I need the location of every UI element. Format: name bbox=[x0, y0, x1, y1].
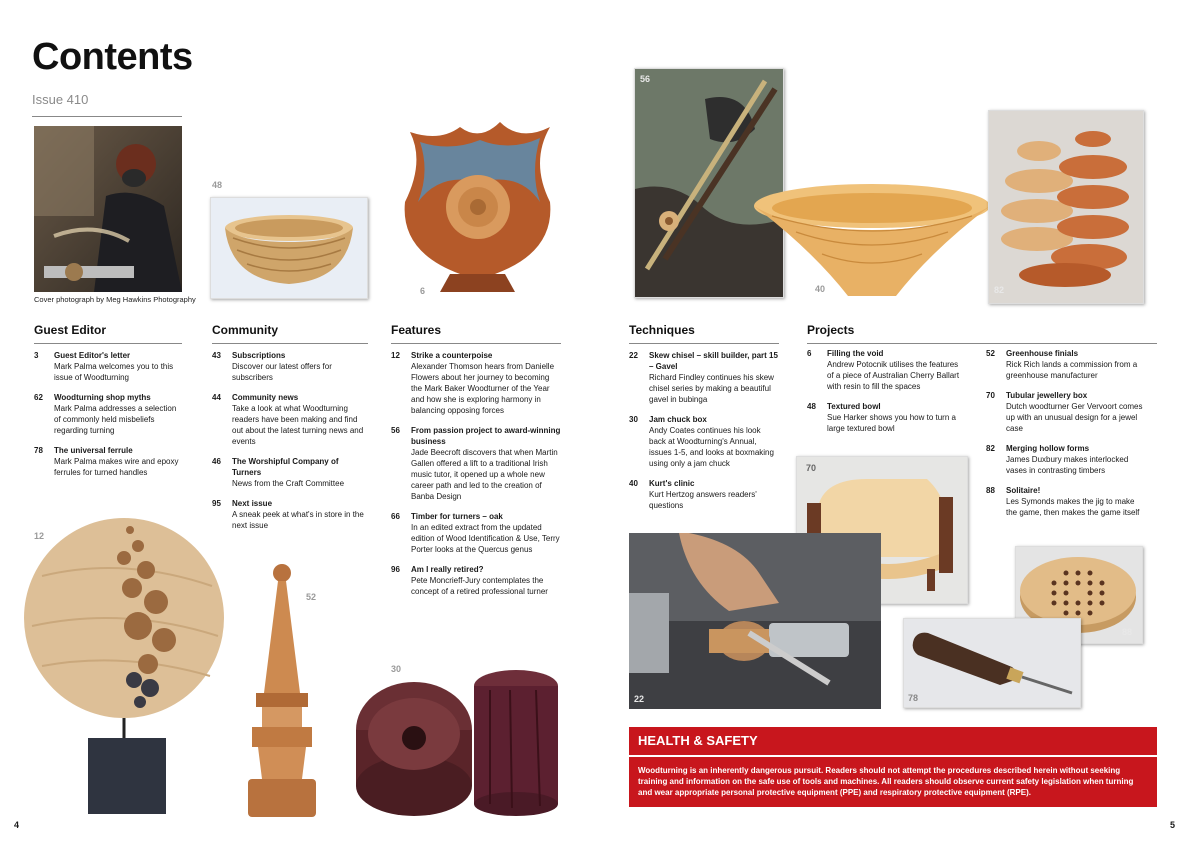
section-heading: Community bbox=[212, 323, 368, 344]
toc-entry[interactable] bbox=[212, 392, 368, 447]
entry-title: Filling the void bbox=[827, 349, 884, 358]
page-number: 56 bbox=[391, 426, 400, 435]
section-heading: Features bbox=[391, 323, 561, 344]
folio-right: 5 bbox=[1170, 820, 1176, 830]
cover-photo bbox=[34, 126, 182, 292]
entry-title: Jam chuck box bbox=[649, 415, 707, 424]
entry-title: Textured bowl bbox=[827, 402, 881, 411]
entry-desc: Richard Findley continues his skew chisel series by making a beautiful gavel in bubinga bbox=[649, 373, 774, 404]
entry-desc: Kurt Hertzog answers readers' questions bbox=[649, 490, 757, 510]
entry-desc: James Duxbury makes interlocked vases in contrasting timbers bbox=[1006, 455, 1129, 475]
image-number-56: 56 bbox=[640, 74, 651, 84]
toc-entry[interactable] bbox=[212, 498, 368, 531]
section-heading: Guest Editor bbox=[34, 323, 182, 344]
section-guest-editor bbox=[34, 323, 182, 487]
entry-desc: Jade Beecroft discovers that when Martin Gallen offered a lift to a traditional Irish music tutor, it opened up a whole new career path and led to the creation of Banba Design bbox=[411, 448, 558, 501]
entry-desc: News from the Craft Committee bbox=[232, 479, 345, 488]
lathe-photo bbox=[629, 533, 881, 709]
section-techniques bbox=[629, 323, 779, 520]
page-number: 46 bbox=[212, 457, 221, 466]
entry-title: Am I really retired? bbox=[411, 565, 484, 574]
entry-title: Strike a counterpoise bbox=[411, 351, 493, 360]
image-number-12: 12 bbox=[34, 531, 45, 541]
entry-title: Solitaire! bbox=[1006, 486, 1041, 495]
entry-title: Kurt's clinic bbox=[649, 479, 695, 488]
section-heading: Projects bbox=[807, 323, 1157, 344]
entry-desc: Andrew Potocnik utilises the features of a piece of Australian Cherry Ballart with resin to fill the spaces bbox=[827, 360, 960, 391]
entry-title: Subscriptions bbox=[232, 351, 286, 360]
toc-entry[interactable] bbox=[986, 485, 1146, 518]
circle-art-photo bbox=[22, 516, 228, 816]
hollow-form-photo bbox=[390, 112, 565, 297]
entry-desc: Sue Harker shows you how to turn a large textured bowl bbox=[827, 413, 956, 433]
section-features bbox=[391, 323, 561, 606]
page-number: 3 bbox=[34, 351, 39, 360]
image-number-48: 48 bbox=[212, 180, 223, 190]
section-community bbox=[212, 323, 368, 540]
image-number-78: 78 bbox=[908, 693, 919, 703]
entry-title: Community news bbox=[232, 393, 299, 402]
image-number-70: 70 bbox=[806, 463, 817, 473]
entry-title: Skew chisel – skill builder, part 15 – Gavel bbox=[649, 351, 778, 371]
entry-desc: Take a look at what Woodturning readers have been making and find out about the latest turning news and events bbox=[232, 404, 364, 446]
entry-desc: Andy Coates continues his look back at Woodturning's Annual, issues 1-5, and looks at boxmaking using only a jam chuck bbox=[649, 426, 774, 468]
toc-entry[interactable] bbox=[986, 348, 1146, 381]
image-number-22: 22 bbox=[634, 694, 645, 704]
page-number: 30 bbox=[629, 415, 638, 424]
entry-title: Guest Editor's letter bbox=[54, 351, 131, 360]
toc-entry[interactable] bbox=[807, 401, 967, 434]
cover-caption: Cover photograph by Meg Hawkins Photography bbox=[34, 295, 196, 304]
projects-column-2 bbox=[986, 348, 1146, 527]
entry-desc: In an edited extract from the updated edition of Wood Identification & Use, Terry Porter looks at the Quercus genus bbox=[411, 523, 560, 554]
entry-title: The universal ferrule bbox=[54, 446, 133, 455]
issue-number: Issue 410 bbox=[32, 92, 89, 107]
entry-desc: Rick Rich lands a commission from a greenhouse manufacturer bbox=[1006, 360, 1138, 380]
entry-desc: Pete Moncrieff-Jury contemplates the concept of a retired professional turner bbox=[411, 576, 548, 596]
page-number: 40 bbox=[629, 479, 638, 488]
toc-entry[interactable] bbox=[807, 348, 967, 392]
page-number: 66 bbox=[391, 512, 400, 521]
page-number: 48 bbox=[807, 402, 816, 411]
image-number-6: 6 bbox=[420, 286, 426, 296]
folio-left: 4 bbox=[14, 820, 20, 830]
plywood-bowl-photo bbox=[752, 180, 992, 300]
image-number-52: 52 bbox=[306, 592, 317, 602]
entry-desc: Mark Palma welcomes you to this issue of Woodturning bbox=[54, 362, 174, 382]
page-number: 12 bbox=[391, 351, 400, 360]
jam-chuck-boxes-photo bbox=[350, 668, 564, 820]
page-number: 70 bbox=[986, 391, 995, 400]
entry-title: Merging hollow forms bbox=[1006, 444, 1090, 453]
page-number: 78 bbox=[34, 446, 43, 455]
toc-entry[interactable] bbox=[391, 425, 561, 502]
toc-entry[interactable] bbox=[629, 350, 779, 405]
image-number-88: 88 bbox=[1122, 627, 1133, 637]
toc-entry[interactable] bbox=[391, 564, 561, 597]
page-number: 95 bbox=[212, 499, 221, 508]
page-number: 52 bbox=[986, 349, 995, 358]
page-number: 43 bbox=[212, 351, 221, 360]
toc-entry[interactable] bbox=[629, 478, 779, 511]
toc-entry[interactable] bbox=[34, 445, 182, 478]
entry-desc: Dutch woodturner Ger Vervoort comes up with an unusual design for a jewel case bbox=[1006, 402, 1143, 433]
health-safety-heading: HEALTH & SAFETY bbox=[629, 727, 1157, 755]
section-projects bbox=[807, 323, 1157, 350]
toc-entry[interactable] bbox=[34, 392, 182, 436]
page-number: 88 bbox=[986, 486, 995, 495]
image-number-40: 40 bbox=[815, 284, 826, 294]
toc-entry[interactable] bbox=[391, 511, 561, 555]
toc-entry[interactable] bbox=[391, 350, 561, 416]
page-number: 6 bbox=[807, 349, 812, 358]
entry-desc: Alexander Thomson hears from Danielle Flowers about her journey to becoming the Mark Baker Woodturner of the Year and how she is exploring harmony in balancing opposing forces bbox=[411, 362, 555, 415]
toc-entry[interactable] bbox=[986, 443, 1146, 476]
entry-desc: Discover our latest offers for subscribers bbox=[232, 362, 332, 382]
entry-title: Greenhouse finials bbox=[1006, 349, 1079, 358]
page-number: 22 bbox=[629, 351, 638, 360]
page-number: 96 bbox=[391, 565, 400, 574]
entry-desc: Mark Palma addresses a selection of commonly held misbeliefs regarding turning bbox=[54, 404, 177, 435]
toc-entry[interactable] bbox=[629, 414, 779, 469]
issue-divider bbox=[32, 116, 182, 117]
health-safety-text: Woodturning is an inherently dangerous pursuit. Readers should not attempt the procedures described herein without seeking training and information on the safe use of tools and machines. All readers should observe current safety legislation when turning and wear appropriate personal protective equipment (PPE) and respiratory protective equipment (RPE). bbox=[629, 757, 1157, 807]
entry-desc: Les Symonds makes the jig to make the game, then makes the game itself bbox=[1006, 497, 1140, 517]
section-heading: Techniques bbox=[629, 323, 779, 344]
image-number-30: 30 bbox=[391, 664, 402, 674]
entry-title: The Worshipful Company of Turners bbox=[232, 457, 339, 477]
entry-title: Next issue bbox=[232, 499, 273, 508]
page-number: 44 bbox=[212, 393, 221, 402]
textured-bowl-photo bbox=[210, 197, 368, 299]
toc-entry[interactable] bbox=[212, 456, 368, 489]
entry-title: From passion project to award-winning business bbox=[411, 426, 561, 446]
page-number: 82 bbox=[986, 444, 995, 453]
projects-column-1 bbox=[807, 348, 967, 443]
greenhouse-finials-photo bbox=[988, 110, 1144, 304]
tool-handle-photo bbox=[903, 618, 1081, 708]
image-number-82: 82 bbox=[994, 285, 1005, 295]
page-number: 62 bbox=[34, 393, 43, 402]
toc-entry[interactable] bbox=[986, 390, 1146, 434]
entry-desc: A sneak peek at what's in store in the next issue bbox=[232, 510, 364, 530]
toc-entry[interactable] bbox=[212, 350, 368, 383]
entry-title: Woodturning shop myths bbox=[54, 393, 151, 402]
page-title: Contents bbox=[32, 36, 193, 78]
toc-entry[interactable] bbox=[34, 350, 182, 383]
entry-title: Timber for turners – oak bbox=[411, 512, 503, 521]
entry-title: Tubular jewellery box bbox=[1006, 391, 1088, 400]
entry-desc: Mark Palma makes wire and epoxy ferrules for turned handles bbox=[54, 457, 179, 477]
